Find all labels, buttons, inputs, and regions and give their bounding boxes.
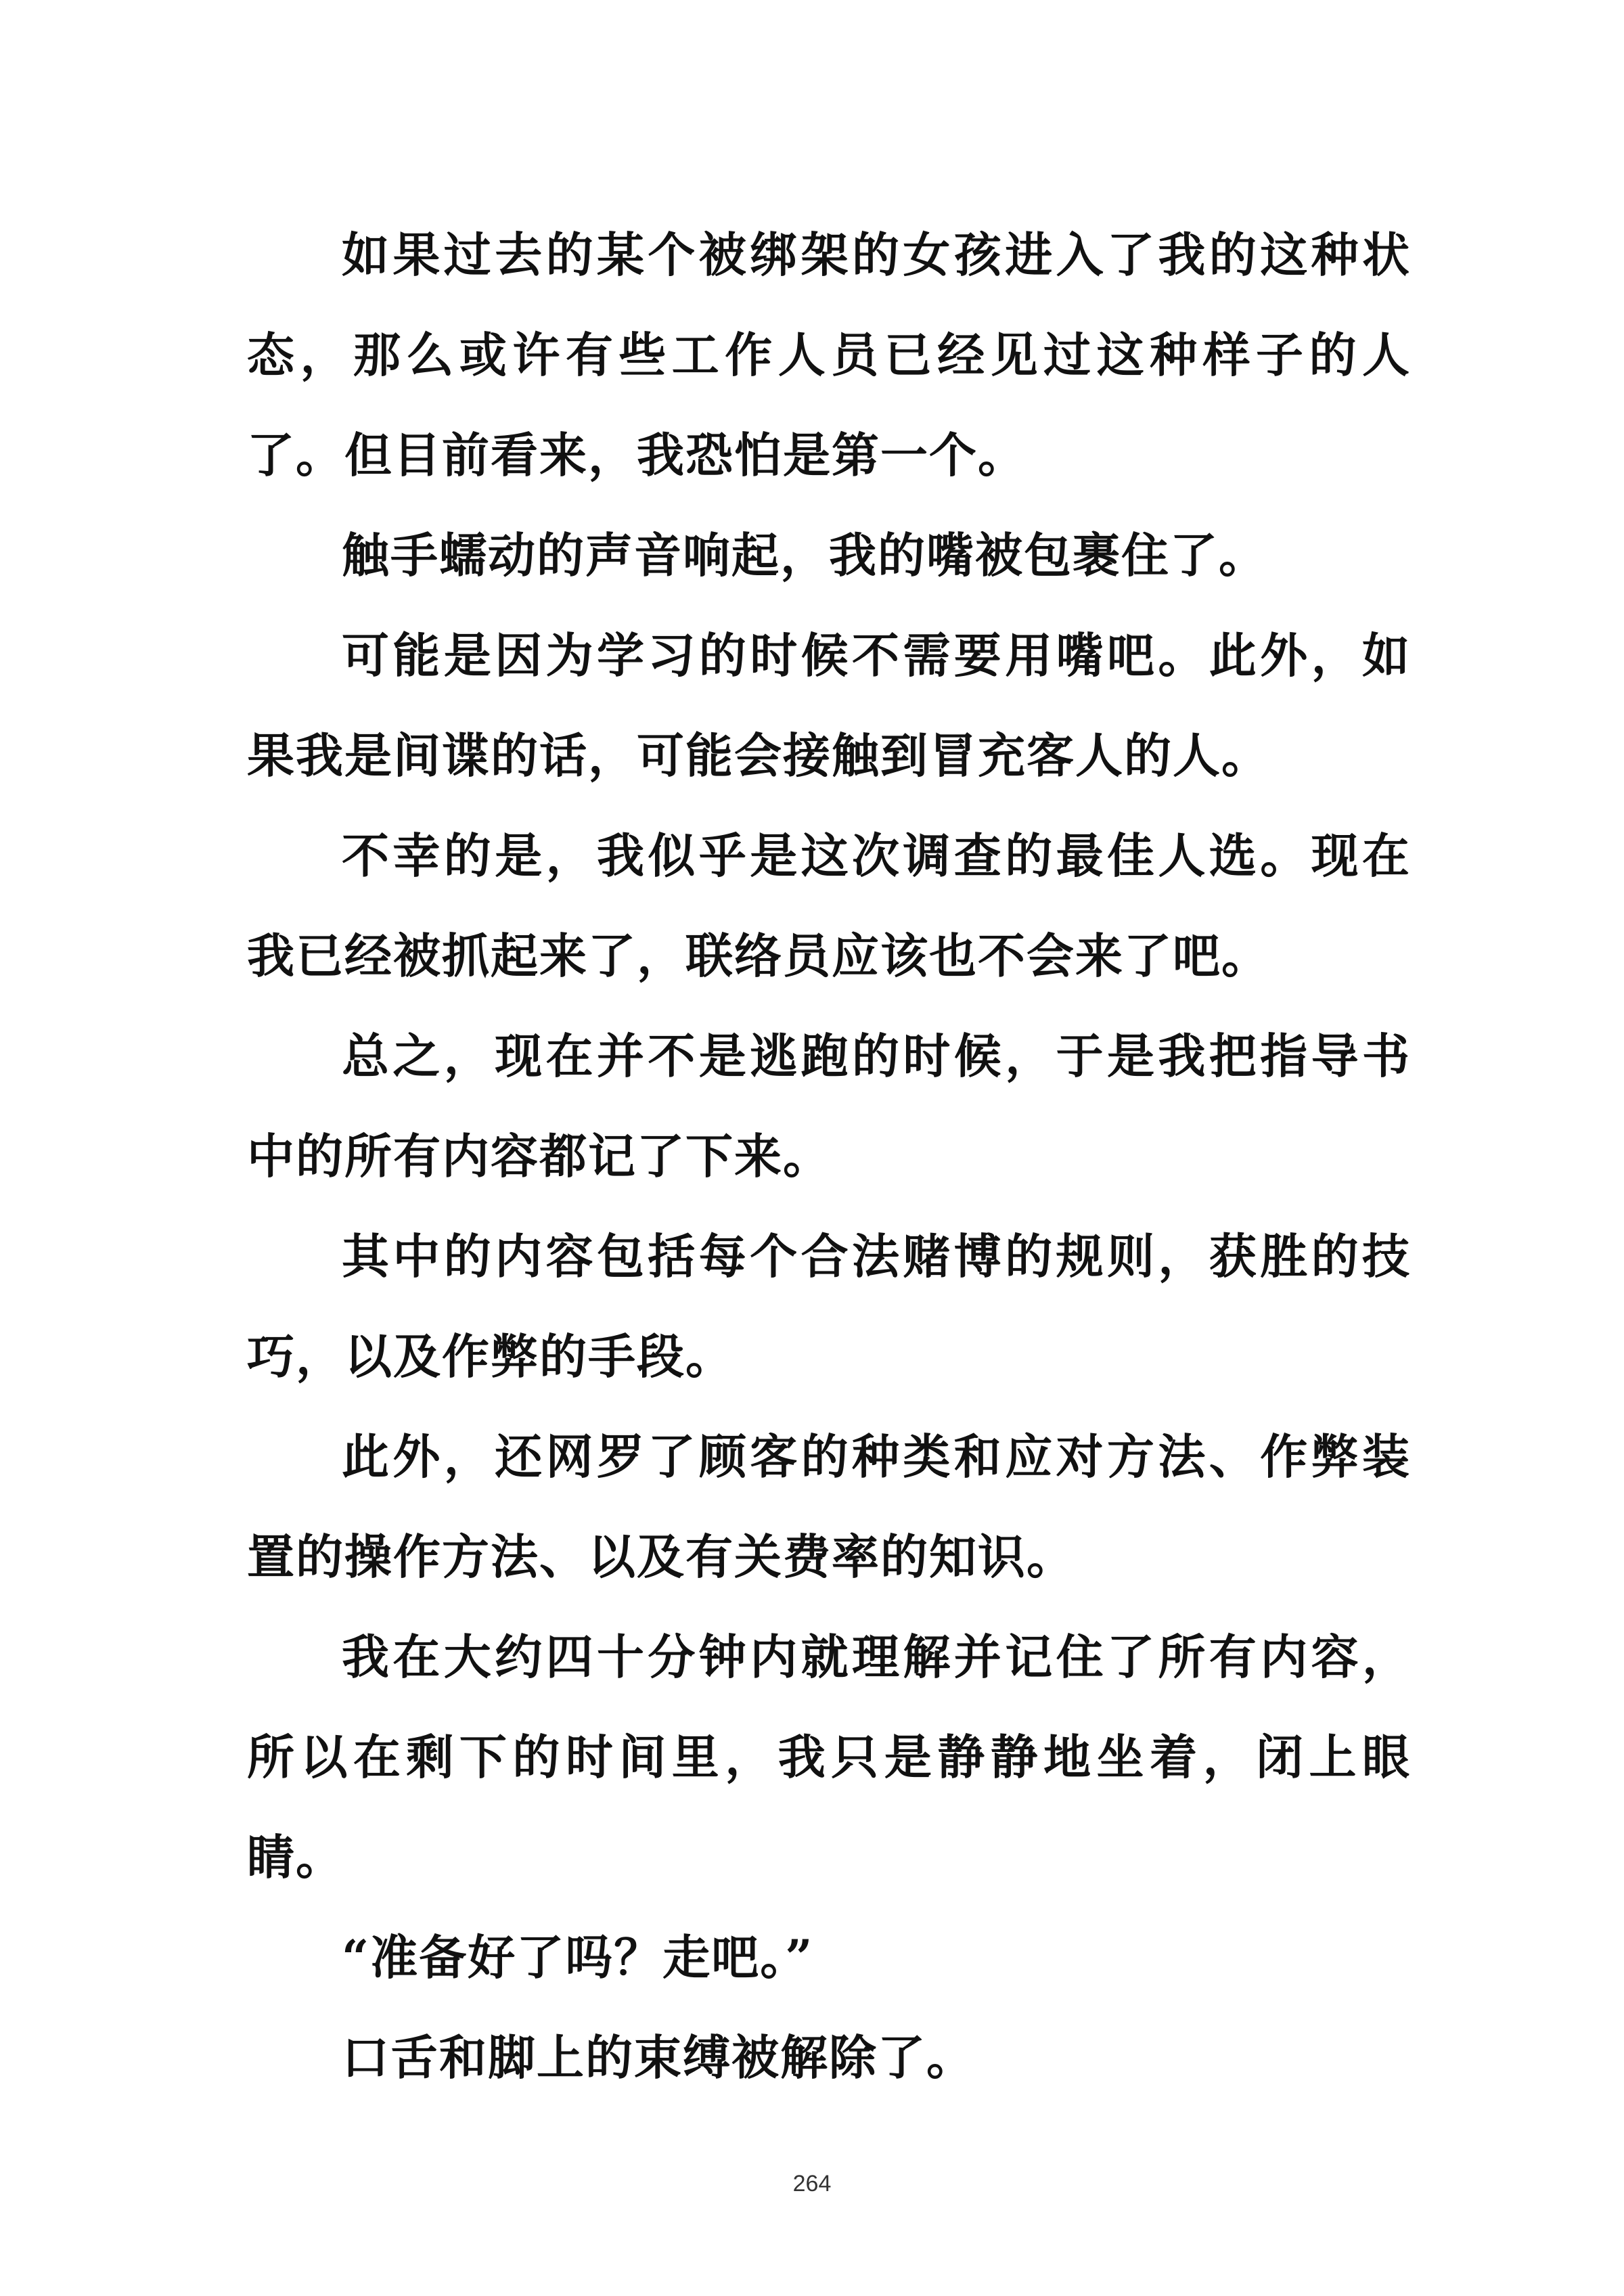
paragraph: “准备好了吗？走吧。”	[342, 1929, 814, 1985]
body-text	[247, 205, 1411, 2108]
paragraph: 不幸的是，我似乎是这次调查的最佳人选。现在我已经被抓起来了，联络员应该也不会来了吧。	[247, 828, 1411, 984]
paragraph: 此外，还网罗了顾客的种类和应对方法、作弊装置的操作方法、以及有关费率的知识。	[247, 1428, 1411, 1585]
paragraph: 总之，现在并不是逃跑的时候，于是我把指导书中的所有内容都记了下来。	[247, 1028, 1411, 1184]
paragraph: 其中的内容包括每个合法赌博的规则，获胜的技巧，以及作弊的手段。	[247, 1228, 1411, 1385]
paragraph: 口舌和脚上的束缚被解除了。	[342, 2029, 975, 2086]
paragraph: 如果过去的某个被绑架的女孩进入了我的这种状态，那么或许有些工作人员已经见过这种样子的人了。但目前看来，我恐怕是第一个。	[247, 227, 1411, 483]
paragraph: 触手蠕动的声音响起，我的嘴被包裹住了。	[342, 527, 1267, 583]
paragraph: 可能是因为学习的时候不需要用嘴吧。此外，如果我是间谍的话，可能会接触到冒充客人的人。	[247, 627, 1411, 784]
page-number: 264	[792, 2171, 832, 2197]
paragraph: 我在大约四十分钟内就理解并记住了所有内容，所以在剩下的时间里，我只是静静地坐着，闭上眼睛。	[247, 1629, 1411, 1885]
